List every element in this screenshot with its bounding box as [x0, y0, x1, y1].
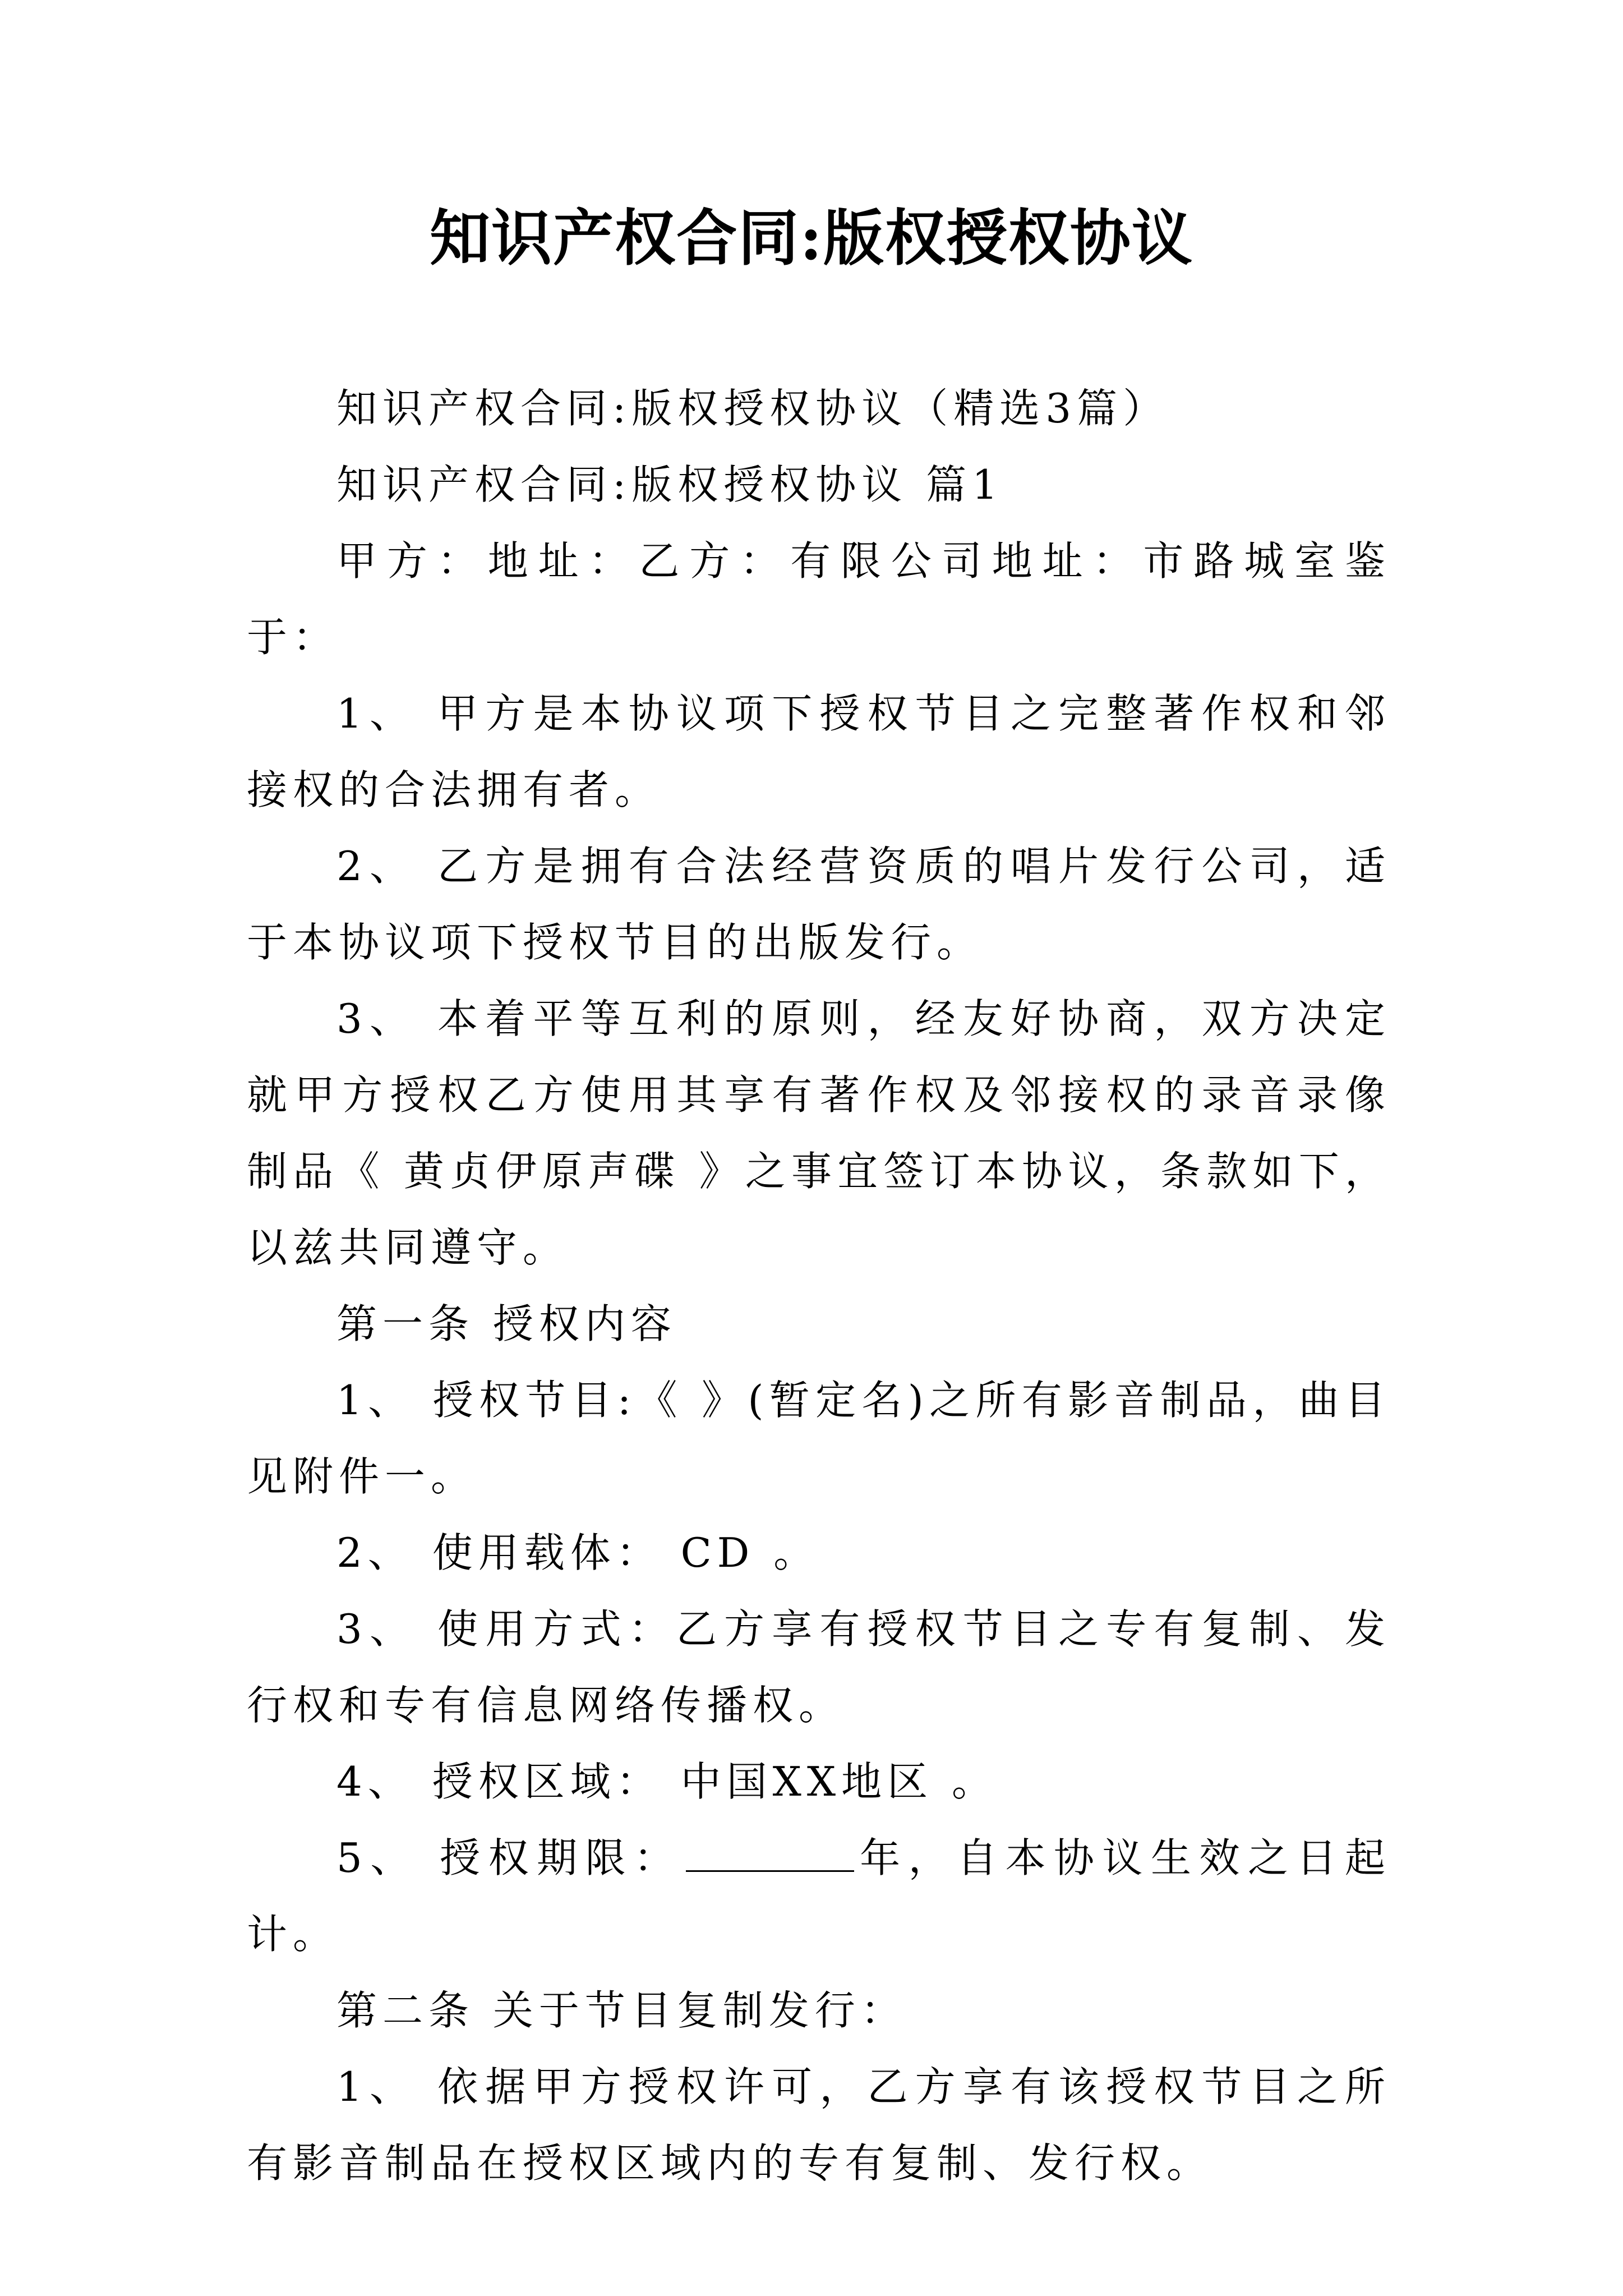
term-clause-suffix: 年，自本协议生效之日起计。: [247, 1834, 1391, 1958]
paragraph: 1、 授权节目:《 》(暂定名)之所有影音制品，曲目见附件一。: [247, 1377, 1391, 1500]
paragraph: 2、 使用载体： CD 。: [336, 1529, 820, 1576]
paragraph: 1、 依据甲方授权许可，乙方享有该授权节目之所有影音制品在授权区域内的专有复制、发行权。: [247, 2063, 1391, 2187]
paragraph: 知识产权合同:版权授权协议 篇1: [336, 461, 1003, 508]
section-heading: 第二条 关于节目复制发行：: [336, 1987, 907, 2034]
paragraph: 3、 使用方式：乙方享有授权节目之专有复制、发行权和专有信息网络传播权。: [247, 1605, 1391, 1729]
paragraph: 3、 本着平等互利的原则，经友好协商，双方决定就甲方授权乙方使用其享有著作权及邻接权的录音录像制品《 黄贞伊原声碟 》之事宜签订本协议，条款如下，以兹共同遵守。: [247, 995, 1391, 1271]
term-clause-prefix: 5、 授权期限：: [336, 1834, 683, 1881]
paragraph: 2、 乙方是拥有合法经营资质的唱片发行公司，适于本协议项下授权节目的出版发行。: [247, 843, 1391, 966]
paragraph: 4、 授权区域： 中国XX地区 。: [336, 1758, 998, 1805]
document-title: 知识产权合同:版权授权协议: [430, 203, 1193, 274]
paragraph: 知识产权合同:版权授权协议（精选3篇）: [336, 385, 1169, 432]
paragraph: 甲方：地址：乙方：有限公司地址：市路城室鉴于：: [247, 537, 1391, 661]
section-heading: 第一条 授权内容: [336, 1300, 677, 1347]
paragraph: 1、 甲方是本协议项下授权节目之完整著作权和邻接权的合法拥有者。: [247, 690, 1391, 813]
fill-in-blank: [686, 1837, 854, 1872]
term-clause: [247, 1820, 1391, 1972]
document-body: [247, 370, 1391, 2201]
